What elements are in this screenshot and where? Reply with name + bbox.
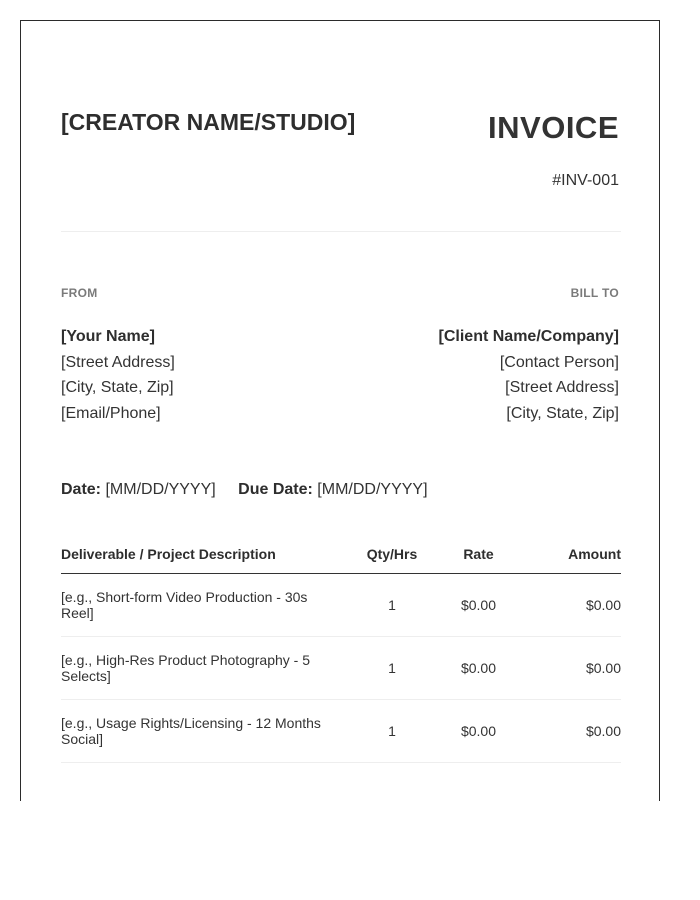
from-section — [61, 286, 341, 426]
header-amount: Amount — [568, 546, 621, 562]
header-rate: Rate — [463, 546, 494, 562]
invoice-page — [20, 20, 660, 801]
invoice-number: #INV-001 — [552, 172, 619, 189]
bill-to-name: [Client Name/Company] — [438, 328, 619, 345]
bill-to-city: [City, State, Zip] — [506, 404, 619, 422]
table-row — [61, 574, 621, 637]
row-description: [e.g., High-Res Product Photography - 5 Selects] — [61, 652, 311, 684]
bill-to-contact: [Contact Person] — [499, 353, 619, 371]
row-rate: $0.00 — [460, 660, 497, 676]
date-label: Date: — [61, 481, 102, 498]
row-amount: $0.00 — [585, 660, 621, 676]
table-header — [61, 544, 621, 574]
row-qty: 1 — [388, 660, 396, 676]
table-row — [61, 637, 621, 700]
row-description: [e.g., Short-form Video Production - 30s Reel] — [61, 589, 308, 621]
row-qty: 1 — [388, 723, 396, 739]
invoice-title: INVOICE — [488, 110, 619, 145]
line-items-table — [61, 544, 621, 763]
creator-name: [CREATOR NAME/STUDIO] — [61, 109, 356, 135]
header-qty: Qty/Hrs — [366, 546, 418, 562]
dates-line — [61, 481, 428, 499]
bill-to-label: BILL TO — [570, 286, 619, 300]
row-amount: $0.00 — [585, 597, 621, 613]
due-date-value: [MM/DD/YYYY] — [317, 481, 428, 498]
header-divider — [61, 231, 621, 232]
from-street: [Street Address] — [61, 353, 175, 371]
from-city: [City, State, Zip] — [61, 379, 174, 396]
row-rate: $0.00 — [460, 723, 497, 739]
table-row — [61, 700, 621, 763]
due-date-label: Due Date: — [238, 481, 313, 498]
date-value: [MM/DD/YYYY] — [105, 481, 216, 498]
row-description: [e.g., Usage Rights/Licensing - 12 Months Social] — [61, 715, 321, 747]
row-amount: $0.00 — [585, 723, 621, 739]
bill-to-street: [Street Address] — [505, 379, 619, 396]
header-description: Deliverable / Project Description — [61, 546, 276, 562]
bill-to-section — [339, 286, 619, 426]
from-contact: [Email/Phone] — [61, 404, 161, 422]
from-label: FROM — [61, 286, 98, 300]
row-rate: $0.00 — [460, 597, 497, 613]
from-name: [Your Name] — [61, 328, 155, 345]
row-qty: 1 — [388, 597, 396, 613]
